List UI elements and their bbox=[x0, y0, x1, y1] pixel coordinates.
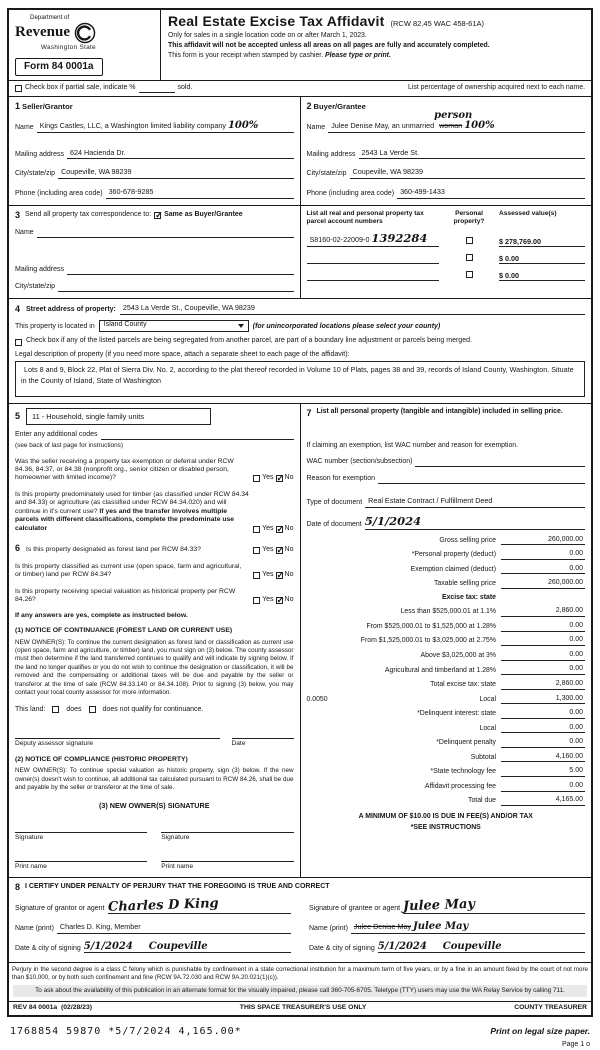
legal-description-value: Lots 8 and 9, Block 22, Plat of Sierra Div. No. 2, according to the plat thereof recorded in Volume 10 of Plats, pages 38 and 39, records of Island County, Washington. Situate in the County of Island, State of Washington bbox=[21, 365, 574, 386]
rcw-reference: (RCW 82.45 WAC 458-61A) bbox=[390, 19, 485, 28]
s5-q2-yes-no bbox=[253, 525, 293, 534]
dropdown-arrow-icon bbox=[238, 324, 244, 328]
parcel-number-value: S8160-02-22009-0 bbox=[309, 235, 370, 245]
buyer-name-struck: woman bbox=[439, 120, 463, 130]
s5-q1-yes-no bbox=[253, 474, 293, 483]
grantor-name-field[interactable] bbox=[57, 922, 291, 934]
affidavit-processing-fee-field[interactable]: 0.00 bbox=[501, 782, 585, 792]
certify-statement: I CERTIFY UNDER PENALTY OF PERJURY THAT THE FOREGOING IS TRUE AND CORRECT bbox=[25, 883, 330, 891]
ownership-note: List percentage of ownership acquired next to each name. bbox=[408, 84, 585, 92]
tax-row-label: Subtotal bbox=[470, 753, 496, 761]
wac-number-label: WAC number (section/subsection) bbox=[306, 458, 413, 466]
partial-sale-percent-field[interactable] bbox=[139, 84, 175, 93]
section-7-number: 7 bbox=[306, 408, 312, 419]
s3-mailing-field[interactable] bbox=[67, 266, 293, 275]
agency-name: Revenue bbox=[15, 24, 70, 41]
grantee-signature-handwritten: Julee May bbox=[402, 896, 476, 915]
assessed-value-field-1[interactable]: $ 278,769.00 bbox=[499, 237, 585, 247]
legal-size-note: Print on legal size paper. bbox=[490, 1026, 590, 1037]
partial-sale-label: Check box if partial sale, indicate % bbox=[25, 84, 136, 92]
spacer bbox=[501, 594, 585, 602]
seller-name-field[interactable] bbox=[37, 121, 294, 133]
notice-compliance-body: NEW OWNER(S): To continue special valuation as historic property, sign (3) below. If the new owner(s) doesn't wish to continue, all additional tax calculated pursuant to RCW 84.26, shall be due and payable by the seller or transferor at the time of sale. bbox=[15, 767, 294, 791]
rev-code: REV 84 0001a bbox=[13, 1003, 58, 1011]
tier1-tax-field[interactable]: 2,860.00 bbox=[501, 607, 585, 617]
form-number: Form 84 0001a bbox=[15, 58, 103, 77]
buyer-mailing-label: Mailing address bbox=[306, 150, 356, 158]
yes-label: Yes bbox=[262, 570, 274, 578]
s6-q3-no-checkbox[interactable] bbox=[276, 597, 283, 604]
section-1-number: 1 bbox=[15, 101, 21, 111]
street-address-field[interactable] bbox=[120, 303, 585, 315]
s3-name-label: Name bbox=[15, 229, 34, 237]
timber-question-text: Is this property predominately used for timber (as classified under RCW 84.34 and 84.33) or agriculture (as classified under RCW 84.34.020) and will continue in it's current use? bbox=[15, 490, 249, 515]
grantor-date-handwritten: 5/1/2024 bbox=[83, 940, 133, 952]
buyer-phone-label: Phone (including area code) bbox=[306, 190, 395, 197]
type-or-print-note: Please type or print. bbox=[325, 52, 391, 60]
section-4-number: 4 bbox=[15, 303, 21, 314]
same-as-buyer-label: Same as Buyer/Grantee bbox=[164, 211, 243, 218]
seller-name-value: Kings Castles, LLC, a Washington limited liability company bbox=[39, 120, 226, 130]
s6-q2-yes-no bbox=[253, 571, 293, 580]
does-label: does bbox=[66, 705, 82, 713]
buyer-name-label: Name bbox=[306, 123, 326, 131]
s3-csz-field[interactable] bbox=[58, 283, 293, 292]
treasurer-stamp-row bbox=[7, 1026, 593, 1049]
grantor-city-handwritten: Coupeville bbox=[148, 940, 208, 952]
state-label: Washington State bbox=[41, 43, 97, 51]
delinquent-interest-state-field[interactable]: 0.00 bbox=[501, 709, 585, 719]
page-number: Page 1 o bbox=[561, 1040, 590, 1048]
grantee-signature-label: Signature of grantee or agent bbox=[309, 905, 401, 913]
section-property-location bbox=[9, 299, 591, 404]
segregated-label: Check box if any of the listed parcels are being segregated from another parcel, are part of a boundary line adjustment or parcels being merged. bbox=[26, 336, 472, 344]
doc-date-handwritten: 5/1/2024 bbox=[364, 513, 422, 528]
buyer-csz-label: City/state/zip bbox=[306, 170, 347, 178]
parcel-number-field-3[interactable] bbox=[307, 272, 440, 281]
new-owner-print-name-field-1[interactable] bbox=[15, 853, 147, 862]
taxable-selling-price-field[interactable]: 260,000.00 bbox=[501, 579, 585, 589]
s3-csz-label: City/state/zip bbox=[15, 283, 56, 291]
header bbox=[9, 10, 591, 81]
personal-property-checkbox-1[interactable] bbox=[466, 237, 473, 244]
section-tax-computation bbox=[301, 404, 592, 877]
segregated-checkbox[interactable] bbox=[15, 339, 22, 346]
section-parcels bbox=[301, 206, 592, 298]
doc-type-value: Real Estate Contract / Fulfillment Deed bbox=[368, 496, 493, 506]
county-select[interactable] bbox=[99, 320, 249, 332]
land-does-checkbox[interactable] bbox=[52, 706, 59, 713]
legal-description-label: Legal description of property (if you need more space, attach a separate sheet to each page of the affidavit): bbox=[15, 350, 350, 358]
treasurer-stamp: 1768854 59870 *5/7/2024 4,165.00* bbox=[10, 1026, 242, 1038]
tax-row-label: Local bbox=[479, 695, 496, 703]
seller-phone-label: Phone (including area code) bbox=[15, 190, 103, 197]
located-in-label: This property is located in bbox=[15, 323, 95, 330]
tier3-tax-field[interactable]: 0.00 bbox=[501, 636, 585, 646]
correspondence-parcel-band bbox=[9, 206, 591, 299]
header-note-3 bbox=[168, 52, 584, 61]
predominate-use-note: If yes and the transfer involves multiple parcels with different classifications, complete the predominate use calculator bbox=[15, 507, 235, 532]
additional-codes-field[interactable] bbox=[101, 431, 294, 440]
seller-csz-field[interactable] bbox=[58, 167, 293, 179]
notice-compliance-title: (2) NOTICE OF COMPLIANCE (HISTORIC PROPERTY) bbox=[15, 755, 188, 763]
assessed-value-header: Assessed value(s) bbox=[499, 209, 557, 217]
if-yes-note: If any answers are yes, complete as instructed below. bbox=[15, 611, 188, 619]
seller-mailing-field[interactable] bbox=[67, 148, 293, 160]
subtotal-field[interactable]: 4,160.00 bbox=[501, 753, 585, 763]
historical-property-question: Is this property receiving special valuation as historical property per RCW 84.26? bbox=[15, 587, 236, 604]
grantor-signature-label: Signature of grantor or agent bbox=[15, 905, 105, 913]
doc-date-field[interactable] bbox=[364, 513, 585, 530]
timber-agriculture-question bbox=[15, 491, 249, 533]
no-label: No bbox=[284, 474, 294, 482]
yes-label: Yes bbox=[262, 474, 274, 482]
minimum-due-note: A MINIMUM OF $10.00 IS DUE IN FEE(S) AND/OR TAX bbox=[358, 813, 533, 821]
street-address-label: Street address of property: bbox=[26, 306, 116, 313]
seller-buyer-band bbox=[9, 97, 591, 206]
new-owner-signature-field-2[interactable] bbox=[161, 824, 293, 833]
personal-property-checkbox-2[interactable] bbox=[466, 254, 473, 261]
grantor-date-city-field[interactable] bbox=[84, 942, 291, 954]
buyer-name-value: Julee Denise May, an unmarried bbox=[331, 120, 435, 130]
buyer-title: Buyer/Grantee bbox=[313, 102, 366, 111]
assessed-value-field-2[interactable]: $ 0.00 bbox=[499, 254, 585, 264]
county-treasurer-label: COUNTY TREASURER bbox=[514, 1003, 587, 1011]
deputy-assessor-label: Deputy assessor signature bbox=[15, 740, 94, 748]
section-2-number: 2 bbox=[306, 101, 312, 111]
alternate-format-notice: To ask about the availability of this publication in an alternate format for the visually impaired, please call 360-705-6705. Teletype (TTY) users may use the WA Relay Service by calling 711. bbox=[13, 985, 587, 997]
personal-property-checkbox-3[interactable] bbox=[466, 271, 473, 278]
land-does-not-checkbox[interactable] bbox=[89, 706, 96, 713]
state-technology-fee-field[interactable]: 5.00 bbox=[501, 767, 585, 777]
buyer-name-correction-handwritten: person bbox=[434, 109, 473, 121]
agricultural-timberland-field[interactable]: 0.00 bbox=[501, 665, 585, 675]
parcel-number-handwritten: 1392284 bbox=[371, 231, 428, 246]
additional-codes-label: Enter any additional codes bbox=[15, 430, 98, 438]
header-left bbox=[9, 10, 161, 80]
tax-row-label: Affidavit processing fee bbox=[424, 782, 496, 790]
grantee-date-city-label: Date & city of signing bbox=[309, 944, 375, 952]
exemption-claimed-field[interactable]: 0.00 bbox=[501, 565, 585, 575]
forest-land-question: Is this property designated as forest land per RCW 84.33? bbox=[26, 546, 201, 554]
s6-q2-yes-checkbox[interactable] bbox=[253, 572, 260, 579]
doc-date-label: Date of document bbox=[306, 520, 362, 528]
no-label: No bbox=[284, 524, 294, 532]
exemption-deferral-question: Was the seller receiving a property tax exemption or deferral under RCW 84.36, 84.37, or 84.38 (nonprofit org., senior citizen or disabled person, homeowner with limited income)? bbox=[15, 457, 234, 482]
tax-row-label: Agricultural and timberland at 1.28% bbox=[384, 666, 496, 674]
excise-tax-state-header: Excise tax: state bbox=[441, 593, 496, 601]
grantee-signature-field[interactable] bbox=[402, 896, 585, 915]
parcel-numbers-header: List all real and personal property tax parcel account numbers bbox=[306, 209, 424, 225]
current-use-question: Is this property classified as current use (open space, farm and agricultural, or timber) land per RCW 84.34? bbox=[15, 562, 242, 579]
s3-name-field[interactable] bbox=[37, 229, 294, 238]
local-tax-field[interactable]: 1,300.00 bbox=[501, 695, 585, 705]
grantee-date-handwritten: 5/1/2024 bbox=[377, 940, 427, 952]
grantor-date-city-label: Date & city of signing bbox=[15, 944, 81, 952]
grantee-name-handwritten: Julee May bbox=[413, 920, 469, 932]
s6-q3-yes-checkbox[interactable] bbox=[253, 597, 260, 604]
tax-row-label: Total due bbox=[468, 797, 496, 805]
seller-csz-value: Coupeville, WA 98239 bbox=[61, 167, 132, 177]
buyer-csz-field[interactable] bbox=[350, 167, 585, 179]
local-rate-value: 0.0050 bbox=[306, 695, 328, 703]
notice-continuance-body: NEW OWNER(S): To continue the current designation as forest land or classification as current use (open space, farm and agriculture, or timber) land, you must sign on (3) below. The county assessor must then determine if the land transferred continues to qualify and will indicate by signing below. If the land no longer qualifies or you do not wish to continue the designation or classification, it will be removed and the compensating or additional taxes will be due and payable by the seller or transferor at the time of sale (RCW 84.33.140 or 84.34.108). Prior to signing (3) below, you may contact your local county assessor for more information. bbox=[15, 638, 294, 697]
grantee-name-struck: Julee Denise May bbox=[353, 921, 412, 931]
seller-csz-label: City/state/zip bbox=[15, 170, 56, 178]
s6-q1-no-checkbox[interactable] bbox=[276, 547, 283, 554]
section-correspondence bbox=[9, 206, 301, 298]
new-owner-signature-title: (3) NEW OWNER(S) SIGNATURE bbox=[99, 801, 210, 811]
tax-row-label: Taxable selling price bbox=[433, 580, 496, 588]
delinquent-interest-local-field[interactable]: 0.00 bbox=[501, 724, 585, 734]
receipt-note: This form is your receipt when stamped by cashier. bbox=[168, 52, 326, 60]
new-owner-signature-field-1[interactable] bbox=[15, 824, 147, 833]
exemption-note: If claiming an exemption, list WAC number and reason for exemption. bbox=[306, 441, 519, 449]
s6-q1-yes-checkbox[interactable] bbox=[253, 547, 260, 554]
does-not-label: does not qualify for continuance. bbox=[102, 705, 204, 713]
reason-exemption-label: Reason for exemption bbox=[306, 475, 375, 483]
buyer-percent-handwritten: 100% bbox=[464, 119, 495, 131]
tax-row-label: From $1,525,000.01 to $3,025,000 at 2.75% bbox=[360, 637, 496, 645]
s5-q1-yes-checkbox[interactable] bbox=[253, 475, 260, 482]
section-seller bbox=[9, 97, 301, 205]
unincorporated-note: (for unincorporated locations please select your county) bbox=[252, 323, 441, 330]
deputy-date-field[interactable] bbox=[232, 730, 294, 739]
yes-label: Yes bbox=[262, 545, 274, 553]
print-name-label-1: Print name bbox=[15, 862, 47, 870]
personal-property-header: Personal property? bbox=[453, 209, 485, 225]
no-label: No bbox=[284, 570, 294, 578]
buyer-name-field[interactable] bbox=[328, 109, 585, 133]
tax-row-label: *Delinquent interest: state bbox=[417, 710, 496, 718]
grantee-name-print-label: Name (print) bbox=[309, 924, 348, 932]
sold-label: sold. bbox=[177, 84, 193, 92]
section-buyer bbox=[301, 97, 592, 205]
total-excise-state-field[interactable]: 2,860.00 bbox=[501, 680, 585, 690]
parcel-number-field-1[interactable] bbox=[307, 233, 440, 247]
doc-type-label: Type of document bbox=[306, 499, 363, 507]
grantor-name-print-label: Name (print) bbox=[15, 924, 54, 932]
excise-tax-table bbox=[307, 536, 586, 806]
grantee-signature-block bbox=[309, 893, 585, 953]
tax-row-label: Above $3,025,000 at 3% bbox=[420, 652, 496, 659]
reason-exemption-field[interactable] bbox=[378, 475, 585, 484]
section-3-number: 3 bbox=[15, 209, 21, 220]
tax-row-label: *Delinquent penalty bbox=[436, 739, 496, 747]
tax-row-label: Local bbox=[479, 724, 496, 732]
section-land-use bbox=[9, 404, 301, 877]
header-note-2: This affidavit will not be accepted unless all areas on all pages are fully and accurately completed. bbox=[168, 42, 490, 50]
classification-tax-band bbox=[9, 404, 591, 878]
seller-percent-handwritten: 100% bbox=[227, 119, 259, 131]
seller-mailing-label: Mailing address bbox=[15, 150, 65, 158]
tier4-tax-field[interactable]: 0.00 bbox=[501, 651, 585, 661]
same-as-buyer-checkbox[interactable] bbox=[154, 212, 161, 219]
wac-number-field[interactable] bbox=[415, 458, 585, 467]
print-name-label-2: Print name bbox=[161, 862, 194, 870]
treasurer-space-label: THIS SPACE TREASURER'S USE ONLY bbox=[239, 1003, 367, 1011]
land-use-code-select[interactable]: 11 - Household, single family units bbox=[26, 408, 211, 424]
personal-property-deduct-field[interactable]: 0.00 bbox=[501, 550, 585, 560]
s6-q3-yes-no bbox=[253, 596, 293, 605]
legal-description-field[interactable] bbox=[15, 361, 585, 397]
tax-row-label: Total excise tax: state bbox=[430, 681, 496, 689]
signature-label-2: Signature bbox=[161, 834, 190, 842]
no-label: No bbox=[284, 545, 294, 553]
form-border bbox=[7, 8, 593, 1017]
buyer-mailing-field[interactable] bbox=[359, 148, 585, 160]
seller-phone-field[interactable] bbox=[106, 187, 294, 199]
yes-label: Yes bbox=[262, 524, 274, 532]
grantee-city-handwritten: Coupeville bbox=[442, 940, 502, 952]
section-5-number: 5 bbox=[15, 410, 21, 421]
perjury-notice: Perjury in the second degree is a class C felony which is punishable by confinement in a state correctional institution for a maximum term of five years, or by a fine in an amount fixed by the court of not more than $10,000, or by both such confinement and fine (RCW 9A.72.030 and RCW 9A.20.021(1)(c)). bbox=[12, 966, 588, 982]
tax-row-label: Less than $525,000.01 at 1.1% bbox=[400, 608, 496, 616]
seller-title: Seller/Grantor bbox=[22, 102, 73, 111]
grantee-date-city-field[interactable] bbox=[378, 942, 585, 954]
see-instructions-note: *SEE INSTRUCTIONS bbox=[410, 823, 481, 831]
deputy-assessor-signature-field[interactable] bbox=[15, 730, 220, 739]
dept-of-label: Department of bbox=[30, 14, 70, 21]
personal-property-list-label: List all personal property (tangible and intangible) included in selling price. bbox=[316, 408, 563, 416]
bottom-bar bbox=[9, 1001, 591, 1015]
s5-q1-no-checkbox[interactable] bbox=[276, 475, 283, 482]
tax-row-label: Exemption claimed (deduct) bbox=[410, 565, 496, 573]
deputy-date-label: Date bbox=[231, 740, 246, 748]
send-correspondence-label: Send all property tax correspondence to: bbox=[25, 211, 152, 218]
parcel-number-field-2[interactable] bbox=[307, 255, 440, 264]
tax-row-label: *State technology fee bbox=[430, 768, 496, 776]
header-note-1: Only for sales in a single location code on or after March 1, 2023. bbox=[168, 32, 367, 39]
s5-q2-no-checkbox[interactable] bbox=[276, 526, 283, 533]
partial-sale-row bbox=[9, 81, 591, 97]
grantor-name-value: Charles D. King, Member bbox=[59, 921, 141, 931]
total-due-field[interactable]: 4,165.00 bbox=[501, 796, 585, 806]
section-6-number: 6 bbox=[15, 543, 21, 554]
grantor-signature-field[interactable] bbox=[107, 896, 291, 916]
s3-mailing-label: Mailing address bbox=[15, 266, 65, 274]
partial-sale-checkbox[interactable] bbox=[15, 85, 22, 92]
s5-q2-yes-checkbox[interactable] bbox=[253, 526, 260, 533]
doc-type-field[interactable] bbox=[365, 496, 585, 508]
notice-continuance-title: (1) NOTICE OF CONTINUANCE (FOREST LAND OR CURRENT USE) bbox=[15, 627, 233, 635]
land-qualify-row bbox=[15, 706, 294, 715]
county-value: Island County bbox=[103, 321, 147, 329]
delinquent-penalty-field[interactable]: 0.00 bbox=[501, 738, 585, 748]
rev-date: (02/28/23) bbox=[61, 1003, 92, 1011]
gross-selling-price-field[interactable]: 260,000.00 bbox=[501, 536, 585, 546]
no-label: No bbox=[284, 595, 294, 603]
tier2-tax-field[interactable]: 0.00 bbox=[501, 622, 585, 632]
new-owner-print-name-field-2[interactable] bbox=[161, 853, 293, 862]
tax-row-label: Gross selling price bbox=[439, 536, 496, 544]
buyer-mailing-value: 2543 La Verde St. bbox=[361, 147, 420, 157]
buyer-phone-field[interactable] bbox=[397, 187, 585, 199]
seller-mailing-value: 624 Hacienda Dr. bbox=[70, 147, 126, 157]
assessed-value-field-3[interactable]: $ 0.00 bbox=[499, 271, 585, 281]
tax-row-label: *Personal property (deduct) bbox=[411, 551, 496, 559]
grantor-signature-block bbox=[15, 893, 291, 953]
yes-label: Yes bbox=[262, 595, 274, 603]
street-address-value: 2543 La Verde St., Coupeville, WA 98239 bbox=[122, 303, 255, 312]
see-back-note: (see back of last page for instructions) bbox=[15, 441, 123, 449]
seller-name-label: Name bbox=[15, 123, 34, 131]
buyer-phone-value: 360-499-1433 bbox=[400, 187, 445, 196]
page-title: Real Estate Excise Tax Affidavit bbox=[168, 13, 385, 29]
this-land-label: This land: bbox=[15, 705, 46, 713]
grantee-name-field[interactable] bbox=[351, 922, 585, 934]
grantor-signature-handwritten: Charles D King bbox=[107, 896, 219, 916]
section-8-number: 8 bbox=[15, 881, 21, 892]
s6-q2-no-checkbox[interactable] bbox=[276, 572, 283, 579]
rev-number bbox=[13, 1004, 92, 1012]
signature-label-1: Signature bbox=[15, 834, 44, 842]
seller-phone-value: 360-678-9285 bbox=[108, 187, 154, 196]
s6-q1-yes-no bbox=[253, 546, 293, 555]
section-certification bbox=[9, 878, 591, 964]
tax-row-label: From $525,000.01 to $1,525,000 at 1.28% bbox=[366, 622, 496, 630]
header-right bbox=[161, 10, 591, 80]
buyer-csz-value: Coupeville, WA 98239 bbox=[352, 167, 424, 177]
dor-logo-icon bbox=[74, 22, 96, 44]
